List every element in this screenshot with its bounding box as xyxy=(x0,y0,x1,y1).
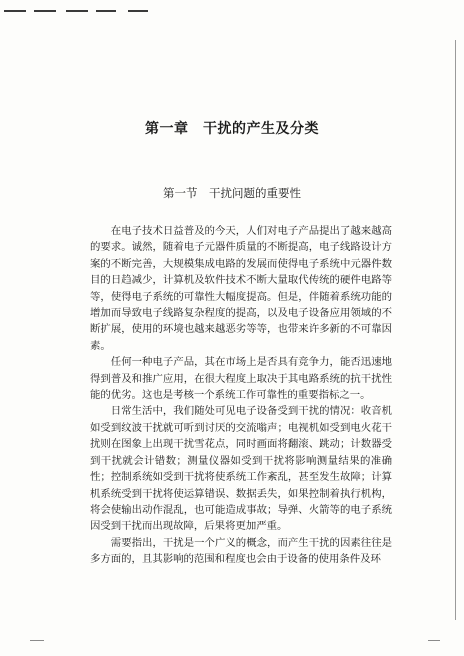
section-title: 第一节 干扰问题的重要性 xyxy=(163,186,301,200)
paragraph: 任何一种电子产品，其在市场上是否具有竞争力，能否迅速地得到普及和推广应用，在很大程度上取决于其电路系统的抗干扰性能的优劣。这也是考核一个系统工作可靠性的重要指标之一。 xyxy=(90,356,392,402)
scan-header-marks xyxy=(0,10,464,16)
paragraph: 日常生活中，我们随处可见电子设备受到干扰的情况：收音机如受到纹波干扰就可听到讨厌的交流嗡声；电视机如受到电火花干扰则在图象上出现干扰雪花点，同时画面将翻滚、跳动；计数器受到干扰就会计错数；测量仪器如受到干扰将影响测量结果的准确性；控制系统如受到干扰将使系统工作紊乱，甚至发生故障；计算机系统受到干扰将使运算错误、数据丢失，如果控制着执行机构，将会使输出动作混乱，也可能造成事故；导弹、火箭等的电子系统因受到干扰而出现故障，后果将更加严重。 xyxy=(90,405,392,533)
chapter-title: 第一章 干扰的产生及分类 xyxy=(145,121,319,137)
body-text xyxy=(90,223,392,568)
paragraph: 需要指出，干扰是一个广义的概念，而产生干扰的因素往往是多方面的，且其影响的范围和程度也会由于设备的使用条件及环 xyxy=(90,536,392,566)
scan-footer-mark xyxy=(428,640,440,641)
scan-footer-mark xyxy=(30,640,44,641)
paragraph: 在电子技术日益普及的今天，人们对电子产品提出了越来越高的要求。诚然，随着电子元器件质量的不断提高，电子线路设计方案的不断完善，大规模集成电路的发展而使得电子系统中元器件数目的日趋减少，计算机及软件技术不断大量取代传统的硬件电路等等，使得电子系统的可靠性大幅度提高。但是，伴随着系统功能的增加而导致电子线路复杂程度的提高，以及电子设备应用领域的不断扩展，使用的环境也越来越恶劣等等，也带来许多新的不可靠因素。 xyxy=(90,225,392,352)
